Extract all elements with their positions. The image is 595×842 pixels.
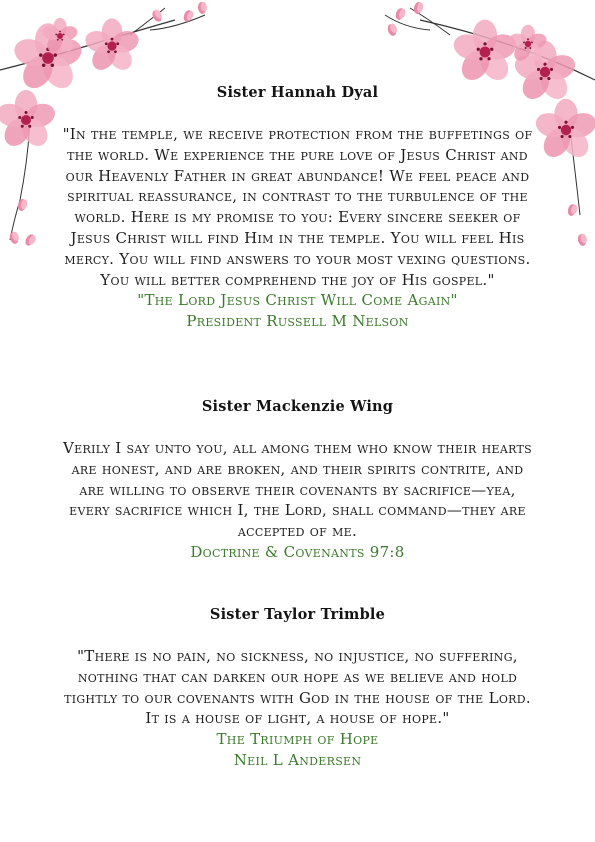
source-author: President Russell M Nelson <box>186 312 409 331</box>
speaker-name: Sister Hannah Dyal <box>216 84 379 101</box>
testimony-section <box>0 606 595 771</box>
source-title: "The Lord Jesus Christ Will Come Again" <box>137 291 458 310</box>
quote-text: "In the temple, we receive protection from the buffetings of the world. We experience the pure love of Jesus Christ and our Heavenly Father in great abundance! We feel peace and spiritual reassurance, in contrast to the turbulence of the world. Here is my promise to you: Every sincere seeker of Jesus Christ will find Him in the temple. You will feel His mercy. You will find answers to your most vexing questions. You will better comprehend the joy of His gospel." <box>62 125 533 289</box>
speaker-name: Sister Taylor Trimble <box>209 606 386 623</box>
speaker-name: Sister Mackenzie Wing <box>201 398 394 415</box>
quote-text: "There is no pain, no sickness, no injustice, no suffering, nothing that can darken our hope as we believe and hold tightly to our covenants with God in the house of the Lord. It is a house of light, a house of hope." <box>64 647 531 728</box>
source-author: Neil L Andersen <box>233 750 362 769</box>
testimony-section <box>0 398 595 563</box>
testimony-section <box>0 84 595 332</box>
quote-text: Verily I say unto you, all among them who know their hearts are honest, and are broken, and their spirits contrite, and are willing to observe their covenants by sacrifice—yea, every sacrifice which I, the Lord, shall command—they are accepted of me. <box>63 439 532 541</box>
source-title: The Triumph of Hope <box>216 730 379 749</box>
source-title: Doctrine & Covenants 97:8 <box>190 542 405 561</box>
